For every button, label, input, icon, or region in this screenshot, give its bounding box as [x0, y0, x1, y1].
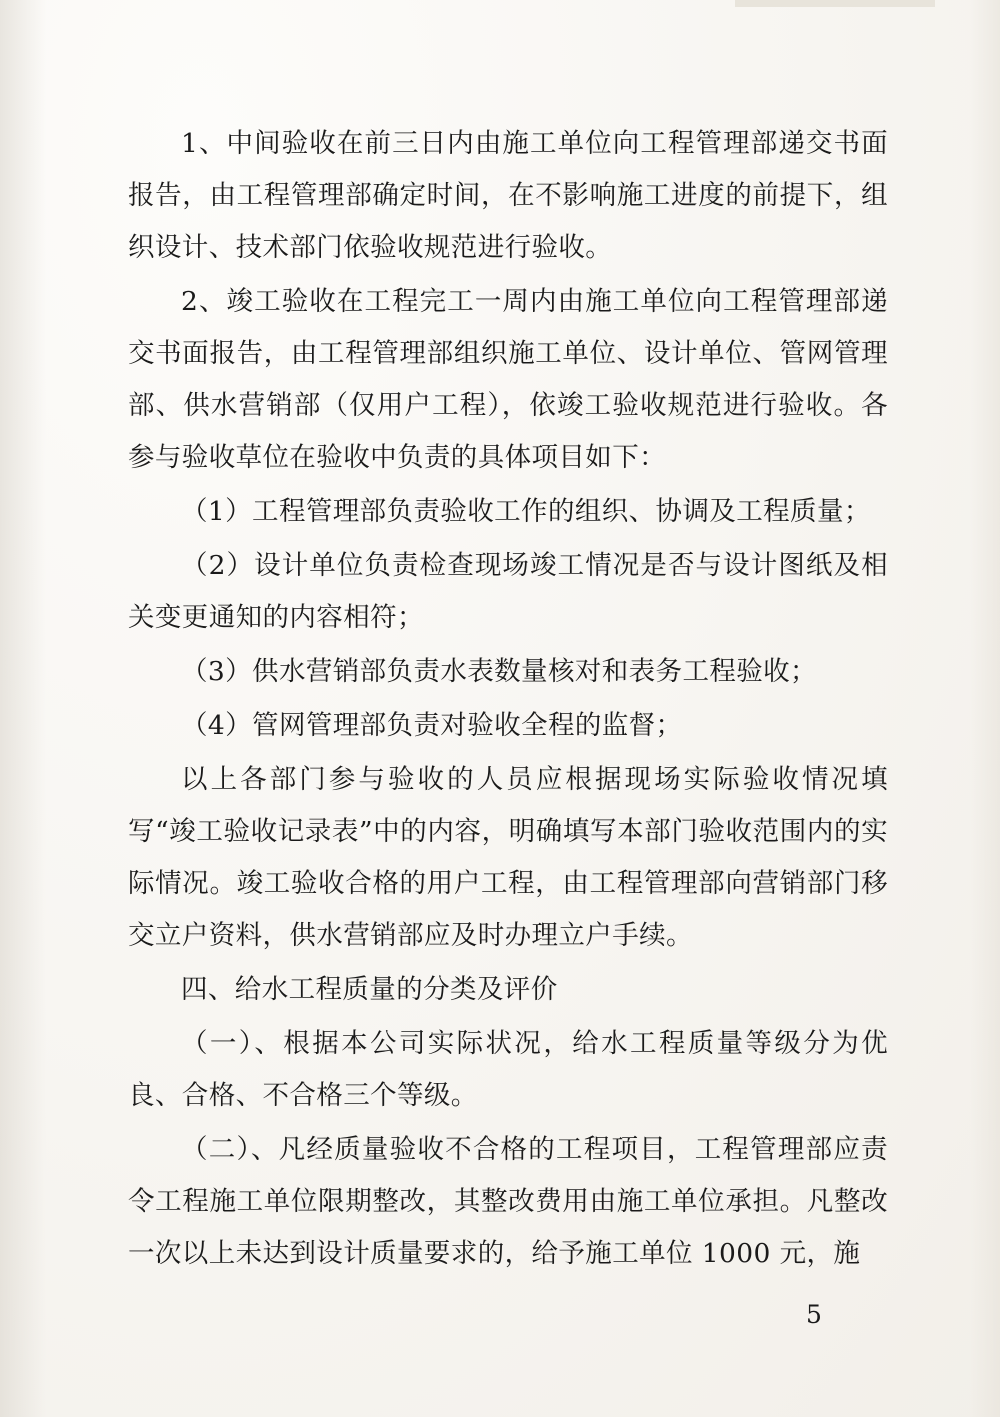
section-heading: 四、给水工程质量的分类及评价 — [181, 974, 558, 1005]
paragraph: （4）管网管理部负责对验收全程的监督； — [181, 710, 683, 741]
paragraph: （一）、根据本公司实际状况，给水工程质量等级分为优良、合格、不合格三个等级。 — [128, 1028, 888, 1111]
page-top-edge-artifact — [735, 0, 935, 7]
paragraph: 2、竣工验收在工程完工一周内由施工单位向工程管理部递交书面报告，由工程管理部组织施工单位、设计单位、管网管理部、供水营销部（仅用户工程），依竣工验收规范进行验收。各参与验收草位在验收中负责的具体项目如下： — [128, 286, 888, 473]
page-number: 5 — [806, 1300, 822, 1329]
document-body — [128, 118, 888, 1282]
paragraph: （二）、凡经质量验收不合格的工程项目，工程管理部应责令工程施工单位限期整改，其整改费用由施工单位承担。凡整改一次以上未达到设计质量要求的，给予施工单位 1000 元，施 — [128, 1134, 888, 1269]
paragraph: （1）工程管理部负责验收工作的组织、协调及工程质量； — [181, 496, 871, 527]
paragraph: （2）设计单位负责检查现场竣工情况是否与设计图纸及相关变更通知的内容相符； — [128, 550, 888, 633]
paragraph: 以上各部门参与验收的人员应根据现场实际验收情况填写“竣工验收记录表”中的内容，明确填写本部门验收范围内的实际情况。竣工验收合格的用户工程，由工程管理部向营销部门移交立户资料，供水营销部应及时办理立户手续。 — [128, 764, 888, 951]
paragraph: 1、中间验收在前三日内由施工单位向工程管理部递交书面报告，由工程管理部确定时间，在不影响施工进度的前提下，组织设计、技术部门依验收规范进行验收。 — [128, 128, 888, 263]
paragraph: （3）供水营销部负责水表数量核对和表务工程验收； — [181, 656, 817, 687]
